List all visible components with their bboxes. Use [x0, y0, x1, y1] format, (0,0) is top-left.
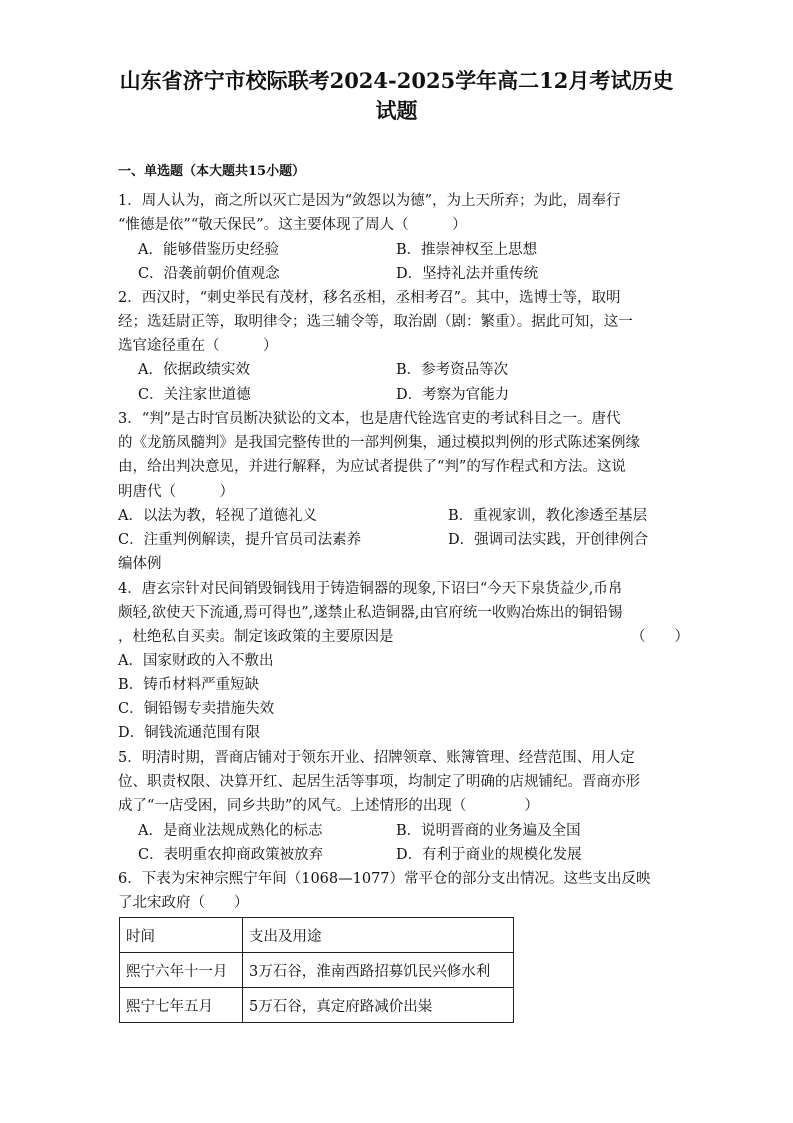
- q3-option-d-cont: 编体例: [118, 556, 162, 572]
- q5-option-c: C．表明重农抑商政策被放弃: [138, 847, 324, 863]
- q2-option-a: A．依据政绩实效: [138, 362, 250, 378]
- q4-option-d: D．铜钱流通范围有限: [118, 725, 261, 741]
- q1-stem-line2: “惟德是依”“敬天保民”。这主要体现了周人（ ）: [118, 217, 467, 233]
- q1-option-d: D．坚持礼法并重传统: [396, 266, 539, 282]
- exam-title-line2: 试题: [375, 98, 418, 123]
- q4-option-a: A．国家财政的入不敷出: [118, 653, 274, 669]
- q4-option-b: B．铸币材料严重短缺: [118, 677, 260, 693]
- q5-option-a: A．是商业法规成熟化的标志: [138, 823, 323, 839]
- exam-title-line1: 山东省济宁市校际联考2024-2025学年高二12月考试历史: [119, 68, 674, 93]
- q6-stem-line1: 6．下表为宋神宗熙宁年间（1068—1077）常平仓的部分支出情况。这些支出反映: [118, 871, 651, 887]
- q3-stem-line4: 明唐代（ ）: [118, 484, 234, 500]
- q5-stem-line3: 成了“一店受困，同乡共助”的风气。上述情形的出现（ ）: [118, 798, 539, 814]
- q3-option-b: B．重视家训，教化渗透至基层: [448, 508, 648, 524]
- q4-option-c: C．铜铅锡专卖措施失效: [118, 701, 275, 717]
- section-heading: 一、单选题（本大题共15小题）: [118, 164, 306, 179]
- table-cell: 5万石谷，真定府路减价出粜: [243, 988, 514, 1023]
- table-row: [120, 988, 514, 1023]
- q4-stem-line2: 颇轻,欲使天下流通,焉可得也”,遂禁止私造铜器,由官府统一收购冶炼出的铜铅锡: [118, 605, 623, 621]
- q3-stem-line2: 的《龙筋凤髓判》是我国完整传世的一部判例集，通过模拟判例的形式陈述案例缘: [118, 435, 640, 451]
- q5-stem-line2: 位、职责权限、决算开红、起居生活等事项，均制定了明确的店规铺纪。晋商亦形: [118, 774, 640, 790]
- q5-option-d: D．有利于商业的规模化发展: [396, 847, 582, 863]
- q2-option-c: C．关注家世道德: [138, 387, 251, 403]
- q3-stem-line3: 由，给出判决意见，并进行解释，为应试者提供了“判”的写作程式和方法。这说: [118, 459, 626, 475]
- q6-stem-line2: 了北宋政府（ ）: [118, 895, 249, 911]
- q1-stem-line1: 1．周人认为，商之所以灭亡是因为“敛怨以为德”，为上天所弃；为此，周奉行: [118, 193, 621, 209]
- table-header-cell: 时间: [120, 918, 243, 953]
- q4-stem-line1: 4．唐玄宗针对民间销毁铜钱用于铸造铜器的现象,下诏曰“今天下泉货益少,币帛: [118, 581, 623, 597]
- table-row: [120, 953, 514, 988]
- q5-stem-line1: 5．明清时期，晋商店铺对于领东开业、招牌领章、账簿管理、经营范围、用人定: [118, 750, 635, 766]
- q2-option-d: D．考察为官能力: [396, 387, 510, 403]
- table-header-cell: 支出及用途: [243, 918, 514, 953]
- table-header-row: [120, 918, 514, 953]
- q3-option-a: A．以法为教，轻视了道德礼义: [118, 508, 317, 524]
- q1-option-a: A．能够借鉴历史经验: [138, 242, 279, 258]
- table-cell: 熙宁七年五月: [120, 988, 243, 1023]
- q2-stem-line1: 2．西汉时，“刺史举民有茂材，移名丞相，丞相考召”。其中，选博士等，取明: [118, 290, 621, 306]
- q3-stem-line1: 3．“判”是古时官员断决狱讼的文本，也是唐代铨选官吏的考试科目之一。唐代: [118, 411, 621, 427]
- q2-option-b: B．参考资品等次: [396, 362, 509, 378]
- q5-option-b: B．说明晋商的业务遍及全国: [396, 823, 581, 839]
- q2-stem-line3: 选官途径重在（ ）: [118, 338, 278, 354]
- q1-option-b: B．推崇神权至上思想: [396, 242, 538, 258]
- table-cell: 熙宁六年十一月: [120, 953, 243, 988]
- q2-stem-line2: 经；选廷尉正等，取明律令；选三辅令等，取治剧（剧：繁重）。据此可知，这一: [118, 314, 633, 330]
- q6-expense-table: [119, 917, 514, 1023]
- q1-option-c: C．沿袭前朝价值观念: [138, 266, 280, 282]
- table-cell: 3万石谷，淮南西路招募饥民兴修水利: [243, 953, 514, 988]
- q3-option-c: C．注重判例解读，提升官员司法素养: [118, 532, 362, 548]
- q4-answer-paren: （ ）: [631, 629, 689, 645]
- q4-stem-line3: ，杜绝私自买卖。制定该政策的主要原因是: [118, 629, 394, 645]
- q3-option-d: D．强调司法实践，开创律例合: [448, 532, 649, 548]
